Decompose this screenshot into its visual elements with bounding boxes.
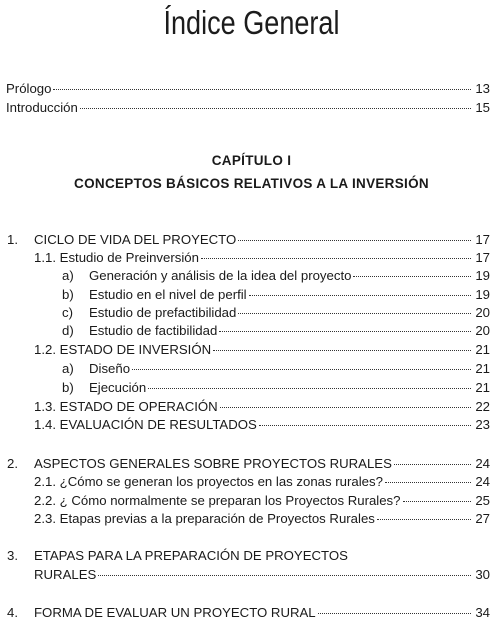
toc-entry-title: 1.3. ESTADO DE OPERACIÓN <box>34 399 218 414</box>
toc-entry-3-number: 3. <box>7 548 18 563</box>
dot-leader <box>377 519 471 520</box>
toc-entry-title: Estudio de prefactibilidad <box>89 305 237 320</box>
toc-page-number: 19 <box>475 287 490 302</box>
toc-entry-title: 2.2. ¿ Cómo normalmente se preparan los Proyectos Rurales? <box>34 493 401 508</box>
toc-page-number: 34 <box>475 605 490 620</box>
dot-leader <box>249 295 471 296</box>
toc-page-number: 24 <box>475 456 490 471</box>
page-title: Índice General <box>163 4 340 41</box>
toc-page-number: 13 <box>475 81 490 96</box>
toc-page-number: 27 <box>475 511 490 526</box>
toc-entry-title: 2.3. Etapas previas a la preparación de Proyectos Rurales <box>34 511 375 526</box>
toc-entry-1-3[interactable] <box>34 399 490 415</box>
toc-entry-2-2[interactable] <box>34 493 490 509</box>
toc-entry-2-1[interactable] <box>34 474 490 490</box>
toc-entry-title: 1.2. ESTADO DE INVERSIÓN <box>34 342 212 357</box>
toc-entry-title: Generación y análisis de la idea del proyecto <box>89 268 352 283</box>
dot-leader <box>353 276 471 277</box>
toc-entry-number: 2. <box>7 456 18 471</box>
toc-page-number: 25 <box>475 493 490 508</box>
dot-leader <box>219 331 471 332</box>
dot-leader <box>80 108 471 109</box>
toc-entry-title: FORMA DE EVALUAR UN PROYECTO RURAL <box>34 605 316 620</box>
toc-entry-1-2[interactable] <box>34 342 490 358</box>
dot-leader <box>213 350 471 351</box>
toc-entry-title: Ejecución <box>89 380 147 395</box>
toc-entry-1-2-b[interactable] <box>62 380 490 396</box>
toc-page-number: 17 <box>475 232 490 247</box>
toc-page-number: 30 <box>475 567 490 582</box>
toc-entry-title: Diseño <box>89 361 131 376</box>
toc-entry-title: 2.1. ¿Cómo se generan los proyectos en las zonas rurales? <box>34 474 383 489</box>
toc-entry-4[interactable] <box>7 605 490 621</box>
toc-page-number: 24 <box>475 474 490 489</box>
toc-entry-1-1-b[interactable] <box>62 287 490 303</box>
toc-page-number: 15 <box>475 100 490 115</box>
toc-entry-1[interactable] <box>7 232 490 248</box>
toc-entry-1-2-a[interactable] <box>62 361 490 377</box>
toc-entry-1-4[interactable] <box>34 417 490 433</box>
dot-leader <box>148 388 471 389</box>
dot-leader <box>201 258 471 259</box>
toc-entry-introduccion[interactable] <box>6 100 490 116</box>
toc-entry-2[interactable] <box>7 456 490 472</box>
toc-page-number: 21 <box>475 380 490 395</box>
dot-leader <box>220 407 471 408</box>
toc-entry-1-1-a[interactable] <box>62 268 490 284</box>
toc-entry-title: RURALES <box>34 567 97 582</box>
toc-entry-2-3[interactable] <box>34 511 490 527</box>
toc-entry-number: b) <box>62 380 74 395</box>
toc-page-number: 22 <box>475 399 490 414</box>
toc-entry-title: Prólogo <box>6 81 52 96</box>
toc-entry-prologo[interactable] <box>6 81 490 97</box>
toc-page-number: 17 <box>475 250 490 265</box>
toc-entry-number: d) <box>62 323 74 338</box>
toc-entry-title: Estudio de factibilidad <box>89 323 218 338</box>
toc-entry-number: 1. <box>7 232 18 247</box>
toc-page-number: 21 <box>475 361 490 376</box>
dot-leader <box>53 89 471 90</box>
toc-entry-number: b) <box>62 287 74 302</box>
chapter-label: CAPÍTULO I <box>211 153 292 168</box>
toc-page-number: 20 <box>475 305 490 320</box>
toc-entry-title: 1.4. EVALUACIÓN DE RESULTADOS <box>34 417 257 432</box>
dot-leader <box>238 313 471 314</box>
dot-leader <box>238 240 471 241</box>
toc-entry-number: a) <box>62 361 74 376</box>
toc-entry-title: ASPECTOS GENERALES SOBRE PROYECTOS RURALES <box>34 456 392 471</box>
dot-leader <box>318 613 471 614</box>
toc-entry-title: CICLO DE VIDA DEL PROYECTO <box>34 232 237 247</box>
toc-entry-3-title-line1: ETAPAS PARA LA PREPARACIÓN DE PROYECTOS <box>34 548 348 563</box>
dot-leader <box>394 464 471 465</box>
toc-entry-number: c) <box>62 305 73 320</box>
toc-entry-1-1[interactable] <box>34 250 490 266</box>
toc-page-number: 19 <box>475 268 490 283</box>
chapter-title: CONCEPTOS BÁSICOS RELATIVOS A LA INVERSIÓN <box>74 176 429 191</box>
dot-leader <box>98 575 471 576</box>
toc-entry-1-1-d[interactable] <box>62 323 490 339</box>
toc-entry-title: Estudio en el nivel de perfil <box>89 287 247 302</box>
dot-leader <box>385 482 471 483</box>
dot-leader <box>259 425 471 426</box>
toc-entry-title: Introducción <box>6 100 78 115</box>
toc-entry-1-1-c[interactable] <box>62 305 490 321</box>
toc-entry-number: a) <box>62 268 74 283</box>
toc-page-number: 21 <box>475 342 490 357</box>
dot-leader <box>403 501 472 502</box>
toc-entry-title: 1.1. Estudio de Preinversión <box>34 250 199 265</box>
toc-page-number: 20 <box>475 323 490 338</box>
toc-page-number: 23 <box>475 417 490 432</box>
toc-entry-3[interactable] <box>34 567 490 583</box>
toc-entry-number: 4. <box>7 605 18 620</box>
dot-leader <box>132 369 471 370</box>
